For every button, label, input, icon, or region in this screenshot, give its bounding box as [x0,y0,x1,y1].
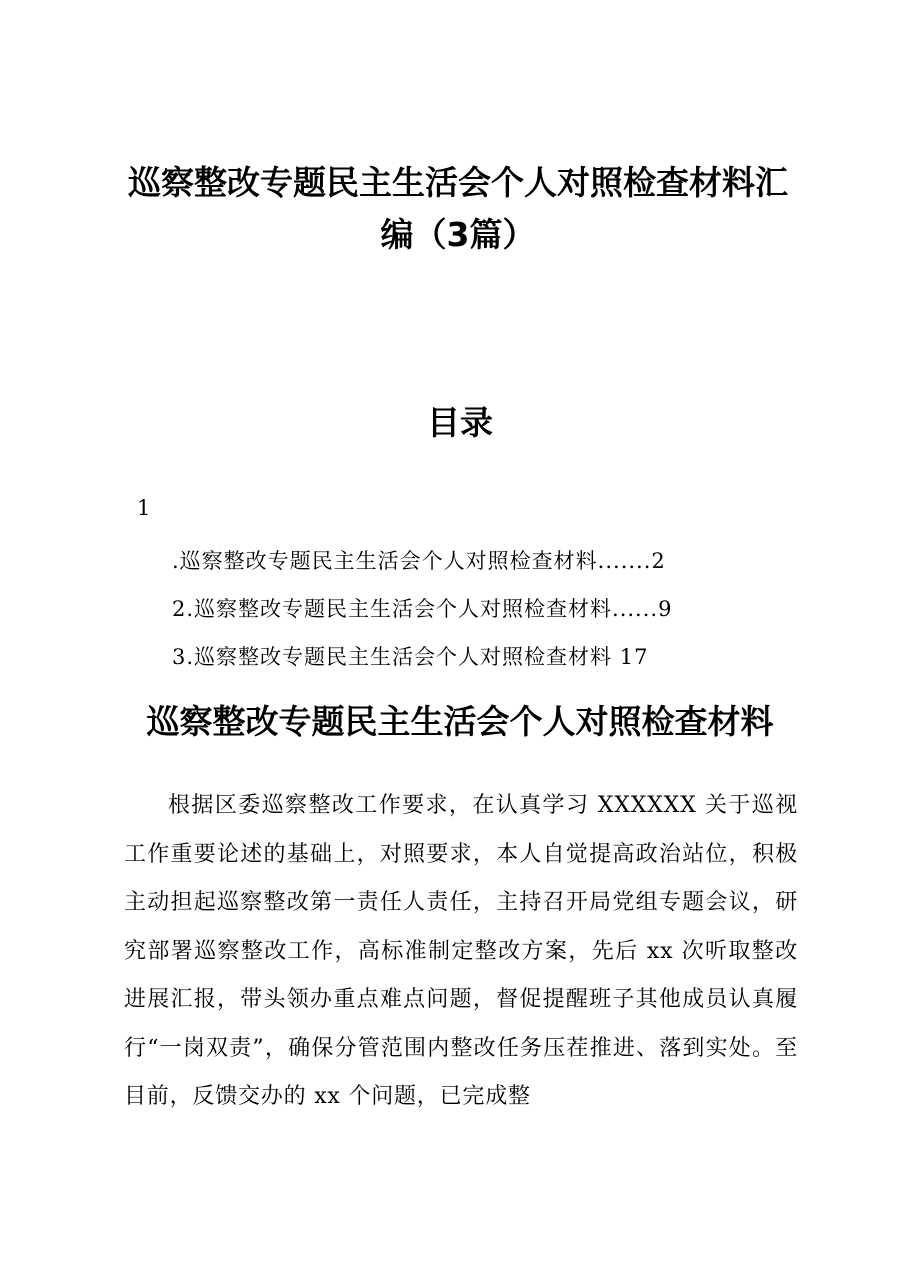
document-title-line-1: 巡察整改专题民主生活会个人对照检查材料汇 [128,163,788,202]
toc-item-3[interactable]: 3.巡察整改专题民主生活会个人对照检查材料 17 [172,645,649,669]
toc-leading-number: 1 [137,496,151,520]
toc-item-2[interactable]: 2.巡察整改专题民主生活会个人对照检查材料......9 [172,597,673,621]
toc-item-1[interactable]: .巡察整改专题民主生活会个人对照检查材料.......2 [172,549,666,573]
document-title [118,157,798,261]
document-title-line-2: 编（3篇） [380,215,536,254]
section-title: 巡察整改专题民主生活会个人对照检查材料 [146,702,774,741]
body-paragraph: 根据区委巡察整改工作要求，在认真学习 XXXXXX 关于巡视工作重要论述的基础上，对照要求，本人自觉提高政治站位，积极主动担起巡察整改第一责任人责任，主持召开局党组专题会议，研究部署巡察整改工作，高标准制定整改方案，先后 xx 次听取整改进展汇报，带头领办重点难点问题，督促提醒班子其他成员认真履行“一岗双责”，确保分管范围内整改任务压茬推进、落到实处。至目前，反馈交办的 xx 个问题，已完成整 [124,793,798,1109]
toc-heading: 目录 [427,403,493,442]
table-of-contents [172,537,672,681]
